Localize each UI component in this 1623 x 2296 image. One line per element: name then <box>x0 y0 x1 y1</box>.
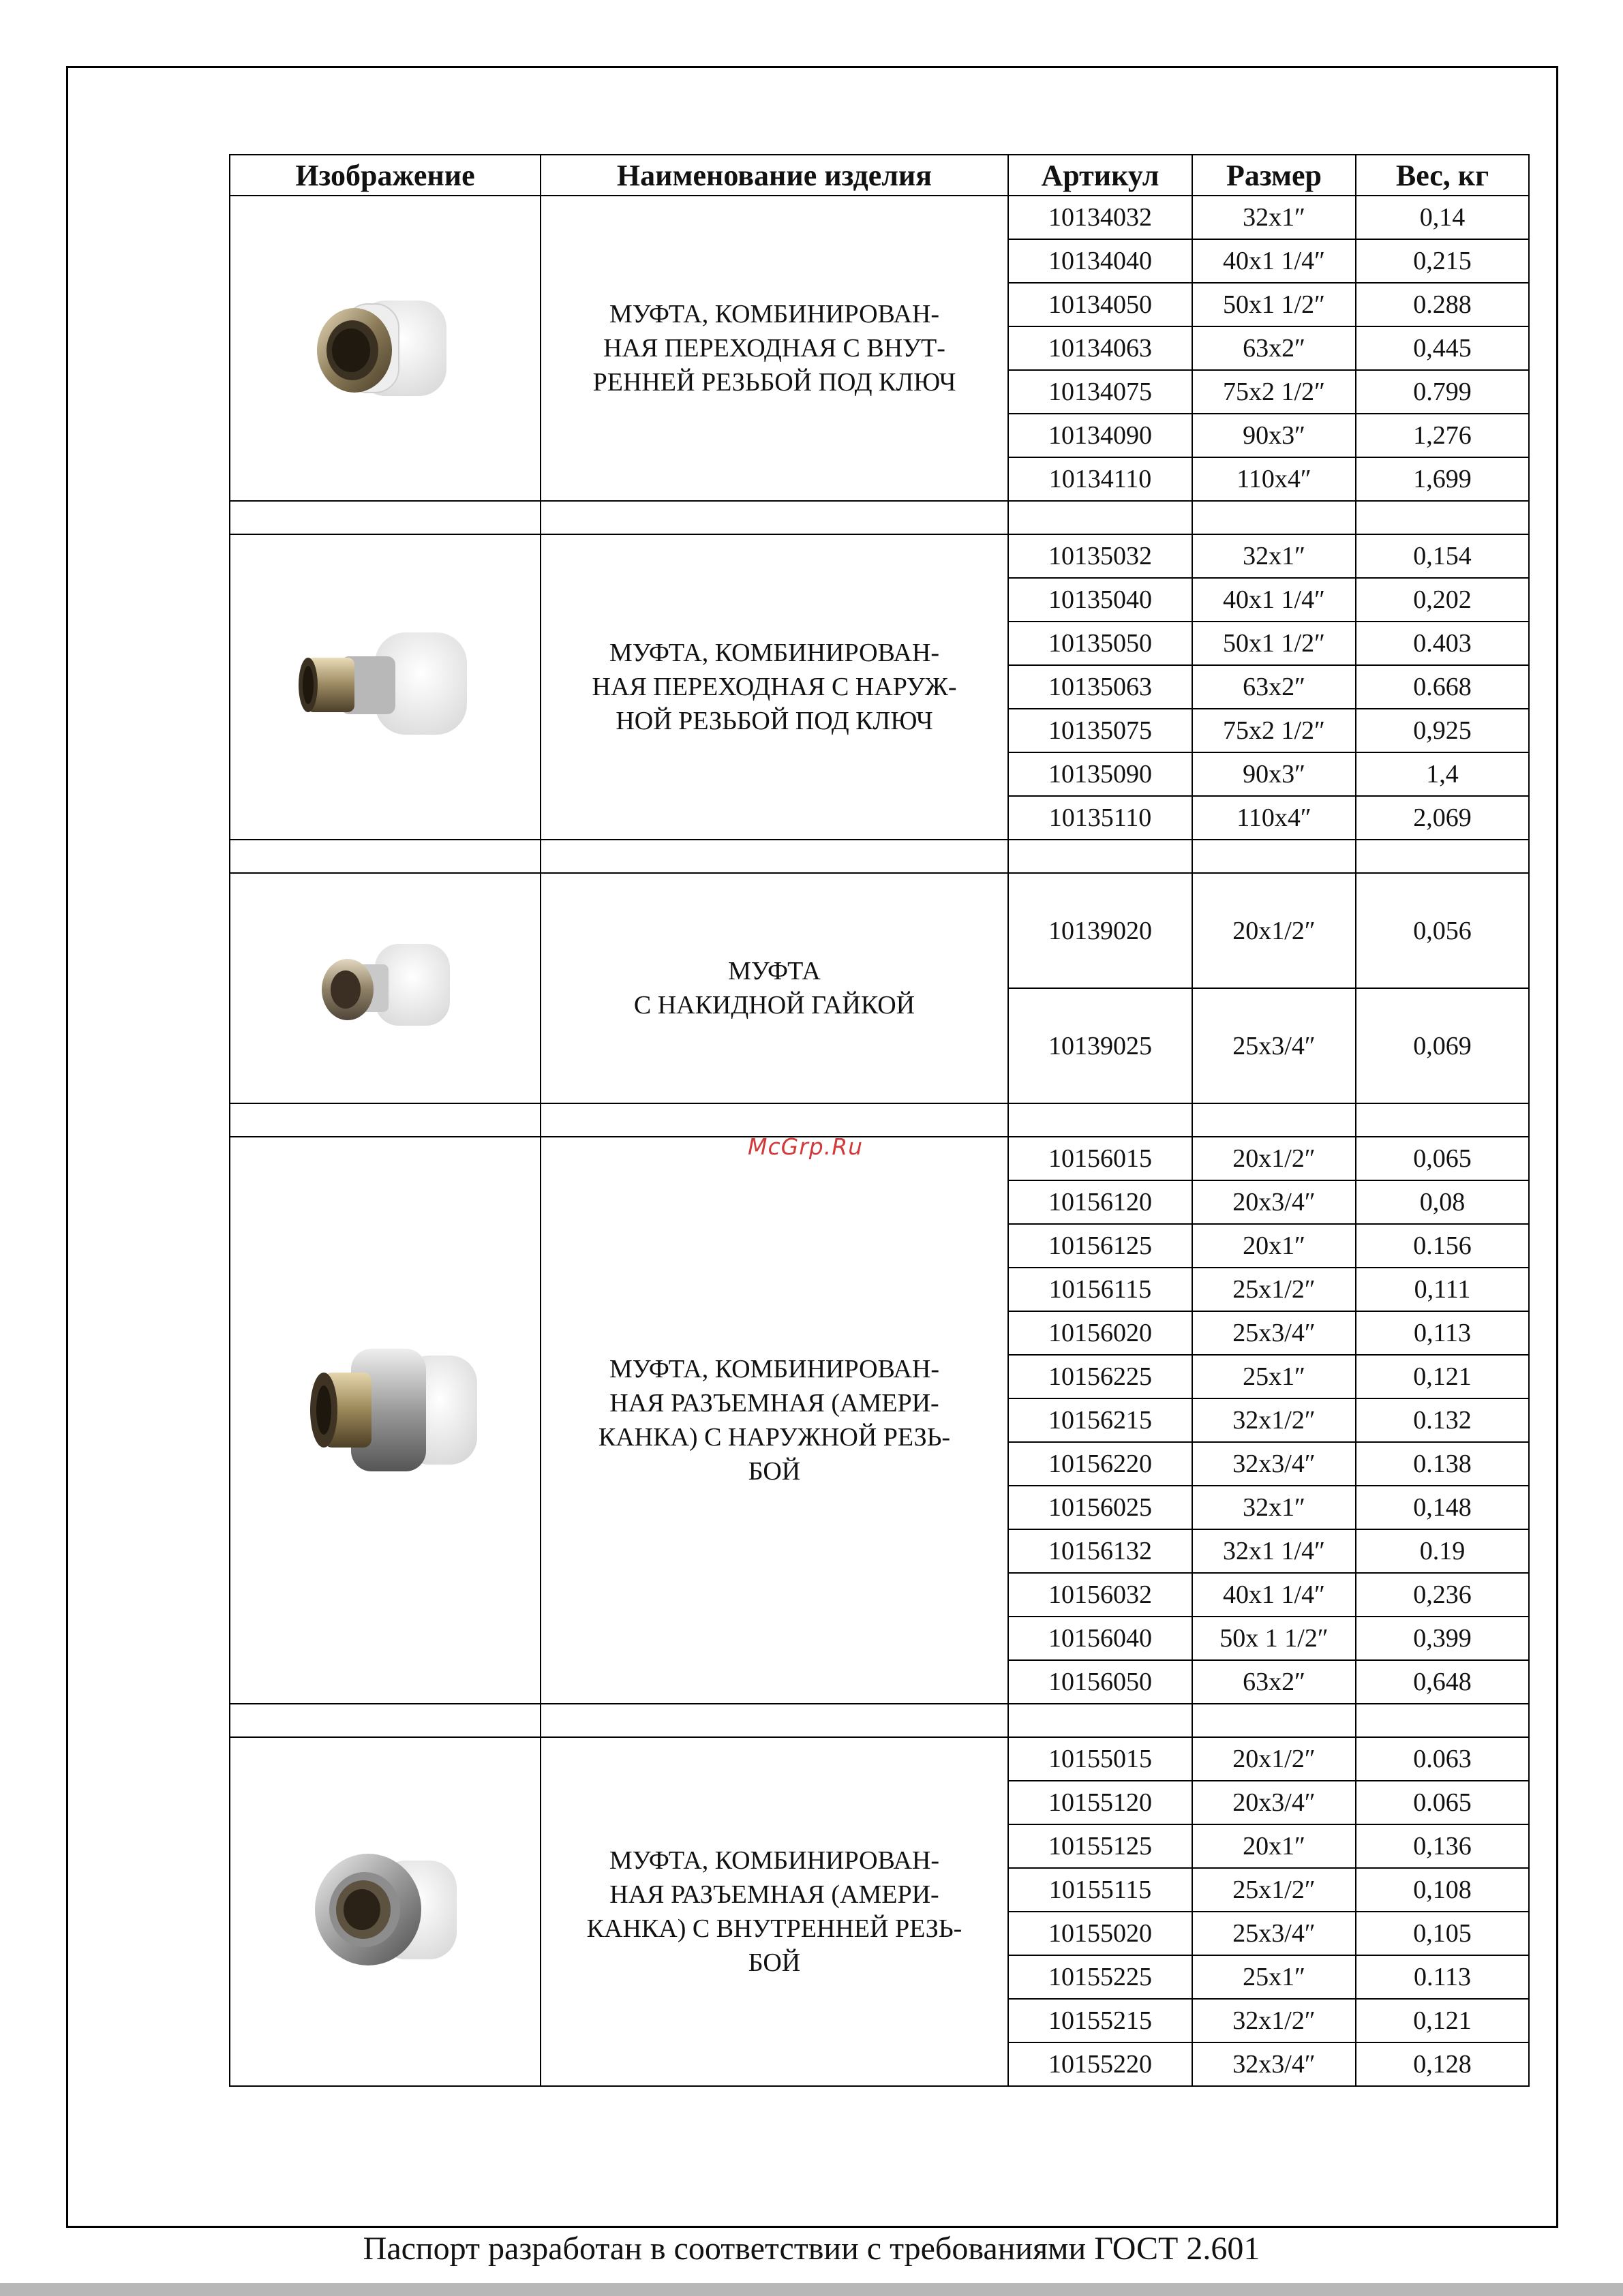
weight-cell: 2,069 <box>1356 796 1529 840</box>
size-cell: 40x1 1/4″ <box>1192 239 1356 283</box>
spacer-cell <box>541 840 1008 873</box>
weight-cell: 0,202 <box>1356 578 1529 622</box>
size-cell: 32x1″ <box>1192 1486 1356 1529</box>
size-cell: 32x1″ <box>1192 196 1356 239</box>
spacer-cell <box>541 1704 1008 1737</box>
article-cell: 10156025 <box>1008 1486 1192 1529</box>
spacer-cell <box>541 1103 1008 1137</box>
article-cell: 10155115 <box>1008 1868 1192 1912</box>
spacer-cell <box>1008 501 1192 534</box>
weight-cell: 0,08 <box>1356 1180 1529 1224</box>
weight-cell: 0,121 <box>1356 1355 1529 1398</box>
spacer-cell <box>1008 1103 1192 1137</box>
size-cell: 20x3/4″ <box>1192 1180 1356 1224</box>
size-cell: 25x3/4″ <box>1192 1912 1356 1955</box>
weight-cell: 1,4 <box>1356 752 1529 796</box>
footer-note: Паспорт разработан в соответствии с требованиями ГОСТ 2.601 <box>363 2231 1260 2267</box>
table-row <box>230 1737 1529 1781</box>
spacer-row <box>230 501 1529 534</box>
article-cell: 10134063 <box>1008 326 1192 370</box>
weight-cell: 0,154 <box>1356 534 1529 578</box>
size-cell: 63x2″ <box>1192 665 1356 709</box>
size-cell: 20x1/2″ <box>1192 1137 1356 1180</box>
spacer-cell <box>230 1704 541 1737</box>
spacer-cell <box>230 501 541 534</box>
article-cell: 10135063 <box>1008 665 1192 709</box>
weight-cell: 0.403 <box>1356 622 1529 665</box>
article-cell: 10134032 <box>1008 196 1192 239</box>
size-cell: 110x4″ <box>1192 796 1356 840</box>
size-cell: 20x1″ <box>1192 1824 1356 1868</box>
size-cell: 32x1″ <box>1192 534 1356 578</box>
weight-cell: 0.063 <box>1356 1737 1529 1781</box>
header-image: Изображение <box>230 155 541 196</box>
weight-cell: 0,148 <box>1356 1486 1529 1529</box>
weight-cell: 0,113 <box>1356 1311 1529 1355</box>
article-cell: 10134040 <box>1008 239 1192 283</box>
article-cell: 10156115 <box>1008 1268 1192 1311</box>
size-cell: 110x4″ <box>1192 457 1356 501</box>
spacer-cell <box>1192 501 1356 534</box>
article-cell: 10156220 <box>1008 1442 1192 1486</box>
size-cell: 25x1/2″ <box>1192 1268 1356 1311</box>
size-cell: 40x1 1/4″ <box>1192 1573 1356 1617</box>
article-cell: 10156040 <box>1008 1617 1192 1660</box>
article-cell: 10134075 <box>1008 370 1192 414</box>
table-row <box>230 196 1529 239</box>
watermark: McGrp.Ru <box>748 1133 864 1160</box>
weight-cell: 0.138 <box>1356 1442 1529 1486</box>
bottom-band <box>0 2283 1623 2296</box>
size-cell: 32x1 1/4″ <box>1192 1529 1356 1573</box>
spacer-cell <box>1192 1704 1356 1737</box>
spacer-row <box>230 840 1529 873</box>
spacer-cell <box>1356 1103 1529 1137</box>
weight-cell: 0.668 <box>1356 665 1529 709</box>
weight-cell: 0,136 <box>1356 1824 1529 1868</box>
weight-cell: 1,699 <box>1356 457 1529 501</box>
article-cell: 10134090 <box>1008 414 1192 457</box>
product-name: МУФТА, КОМБИНИРОВАН- НАЯ РАЗЪЕМНАЯ (АМЕРИ- КАНКА) С ВНУТРЕННЕЙ РЕЗЬ- БОЙ <box>541 1737 1008 2086</box>
weight-cell: 0.113 <box>1356 1955 1529 1999</box>
spacer-cell <box>1008 840 1192 873</box>
article-cell: 10135040 <box>1008 578 1192 622</box>
size-cell: 25x1/2″ <box>1192 1868 1356 1912</box>
article-cell: 10135090 <box>1008 752 1192 796</box>
spacer-cell <box>1192 1103 1356 1137</box>
article-cell: 10155015 <box>1008 1737 1192 1781</box>
size-cell: 25x1″ <box>1192 1355 1356 1398</box>
weight-cell: 0,056 <box>1356 873 1529 988</box>
weight-cell: 0,121 <box>1356 1999 1529 2042</box>
table-row <box>230 1137 1529 1180</box>
spacer-row <box>230 1103 1529 1137</box>
weight-cell: 0,065 <box>1356 1137 1529 1180</box>
weight-cell: 0,105 <box>1356 1912 1529 1955</box>
header-weight: Вес, кг <box>1356 155 1529 196</box>
weight-cell: 0,111 <box>1356 1268 1529 1311</box>
weight-cell: 0,108 <box>1356 1868 1529 1912</box>
size-cell: 25x3/4″ <box>1192 1311 1356 1355</box>
article-cell: 10135110 <box>1008 796 1192 840</box>
size-cell: 32x1/2″ <box>1192 1999 1356 2042</box>
size-cell: 50x 1 1/2″ <box>1192 1617 1356 1660</box>
size-cell: 20x1/2″ <box>1192 1737 1356 1781</box>
spacer-cell <box>1356 1704 1529 1737</box>
size-cell: 20x1″ <box>1192 1224 1356 1268</box>
article-cell: 10155020 <box>1008 1912 1192 1955</box>
article-cell: 10155125 <box>1008 1824 1192 1868</box>
product-name: МУФТА С НАКИДНОЙ ГАЙКОЙ <box>541 873 1008 1103</box>
article-cell: 10134050 <box>1008 283 1192 326</box>
size-cell: 75x2 1/2″ <box>1192 709 1356 752</box>
size-cell: 32x3/4″ <box>1192 1442 1356 1486</box>
size-cell: 75x2 1/2″ <box>1192 370 1356 414</box>
weight-cell: 0,648 <box>1356 1660 1529 1704</box>
article-cell: 10155225 <box>1008 1955 1192 1999</box>
size-cell: 20x1/2″ <box>1192 873 1356 988</box>
article-cell: 10155220 <box>1008 2042 1192 2086</box>
header-row <box>230 155 1529 196</box>
spacer-row <box>230 1704 1529 1737</box>
article-cell: 10139025 <box>1008 988 1192 1103</box>
header-article: Артикул <box>1008 155 1192 196</box>
weight-cell: 0.288 <box>1356 283 1529 326</box>
union-male-thread-icon <box>230 1137 541 1704</box>
size-cell: 20x3/4″ <box>1192 1781 1356 1824</box>
size-cell: 50x1 1/2″ <box>1192 622 1356 665</box>
weight-cell: 0,925 <box>1356 709 1529 752</box>
article-cell: 10156125 <box>1008 1224 1192 1268</box>
weight-cell: 0,445 <box>1356 326 1529 370</box>
article-cell: 10156225 <box>1008 1355 1192 1398</box>
spacer-cell <box>541 501 1008 534</box>
article-cell: 10156020 <box>1008 1311 1192 1355</box>
weight-cell: 0,128 <box>1356 2042 1529 2086</box>
weight-cell: 0.799 <box>1356 370 1529 414</box>
article-cell: 10135032 <box>1008 534 1192 578</box>
size-cell: 90x3″ <box>1192 752 1356 796</box>
size-cell: 90x3″ <box>1192 414 1356 457</box>
size-cell: 40x1 1/4″ <box>1192 578 1356 622</box>
weight-cell: 0.132 <box>1356 1398 1529 1442</box>
header-name: Наименование изделия <box>541 155 1008 196</box>
weight-cell: 0.19 <box>1356 1529 1529 1573</box>
spacer-cell <box>1356 840 1529 873</box>
product-name: МУФТА, КОМБИНИРОВАН- НАЯ ПЕРЕХОДНАЯ С НАРУЖ- НОЙ РЕЗЬБОЙ ПОД КЛЮЧ <box>541 534 1008 840</box>
size-cell: 32x3/4″ <box>1192 2042 1356 2086</box>
weight-cell: 0.065 <box>1356 1781 1529 1824</box>
weight-cell: 0,069 <box>1356 988 1529 1103</box>
coupling-male-thread-icon <box>230 534 541 840</box>
header-size: Размер <box>1192 155 1356 196</box>
size-cell: 25x1″ <box>1192 1955 1356 1999</box>
spacer-cell <box>1192 840 1356 873</box>
weight-cell: 0.156 <box>1356 1224 1529 1268</box>
table-row <box>230 873 1529 988</box>
size-cell: 32x1/2″ <box>1192 1398 1356 1442</box>
size-cell: 63x2″ <box>1192 1660 1356 1704</box>
weight-cell: 0,399 <box>1356 1617 1529 1660</box>
article-cell: 10135050 <box>1008 622 1192 665</box>
weight-cell: 0,236 <box>1356 1573 1529 1617</box>
size-cell: 50x1 1/2″ <box>1192 283 1356 326</box>
article-cell: 10156050 <box>1008 1660 1192 1704</box>
coupling-union-nut-icon <box>230 873 541 1103</box>
size-cell: 25x3/4″ <box>1192 988 1356 1103</box>
article-cell: 10139020 <box>1008 873 1192 988</box>
article-cell: 10156015 <box>1008 1137 1192 1180</box>
size-cell: 63x2″ <box>1192 326 1356 370</box>
article-cell: 10156215 <box>1008 1398 1192 1442</box>
spacer-cell <box>230 1103 541 1137</box>
article-cell: 10155120 <box>1008 1781 1192 1824</box>
article-cell: 10134110 <box>1008 457 1192 501</box>
coupling-female-thread-icon <box>230 196 541 501</box>
spacer-cell <box>1356 501 1529 534</box>
spacer-cell <box>1008 1704 1192 1737</box>
weight-cell: 0,215 <box>1356 239 1529 283</box>
spacer-cell <box>230 840 541 873</box>
article-cell: 10135075 <box>1008 709 1192 752</box>
article-cell: 10156120 <box>1008 1180 1192 1224</box>
product-name: МУФТА, КОМБИНИРОВАН- НАЯ ПЕРЕХОДНАЯ С ВНУТ- РЕННЕЙ РЕЗЬБОЙ ПОД КЛЮЧ <box>541 196 1008 501</box>
product-table <box>229 154 1530 2087</box>
article-cell: 10156132 <box>1008 1529 1192 1573</box>
weight-cell: 1,276 <box>1356 414 1529 457</box>
weight-cell: 0,14 <box>1356 196 1529 239</box>
table-row <box>230 534 1529 578</box>
article-cell: 10155215 <box>1008 1999 1192 2042</box>
product-name: МУФТА, КОМБИНИРОВАН- НАЯ РАЗЪЕМНАЯ (АМЕРИ- КАНКА) С НАРУЖНОЙ РЕЗЬ- БОЙ <box>541 1137 1008 1704</box>
union-female-thread-icon <box>230 1737 541 2086</box>
article-cell: 10156032 <box>1008 1573 1192 1617</box>
